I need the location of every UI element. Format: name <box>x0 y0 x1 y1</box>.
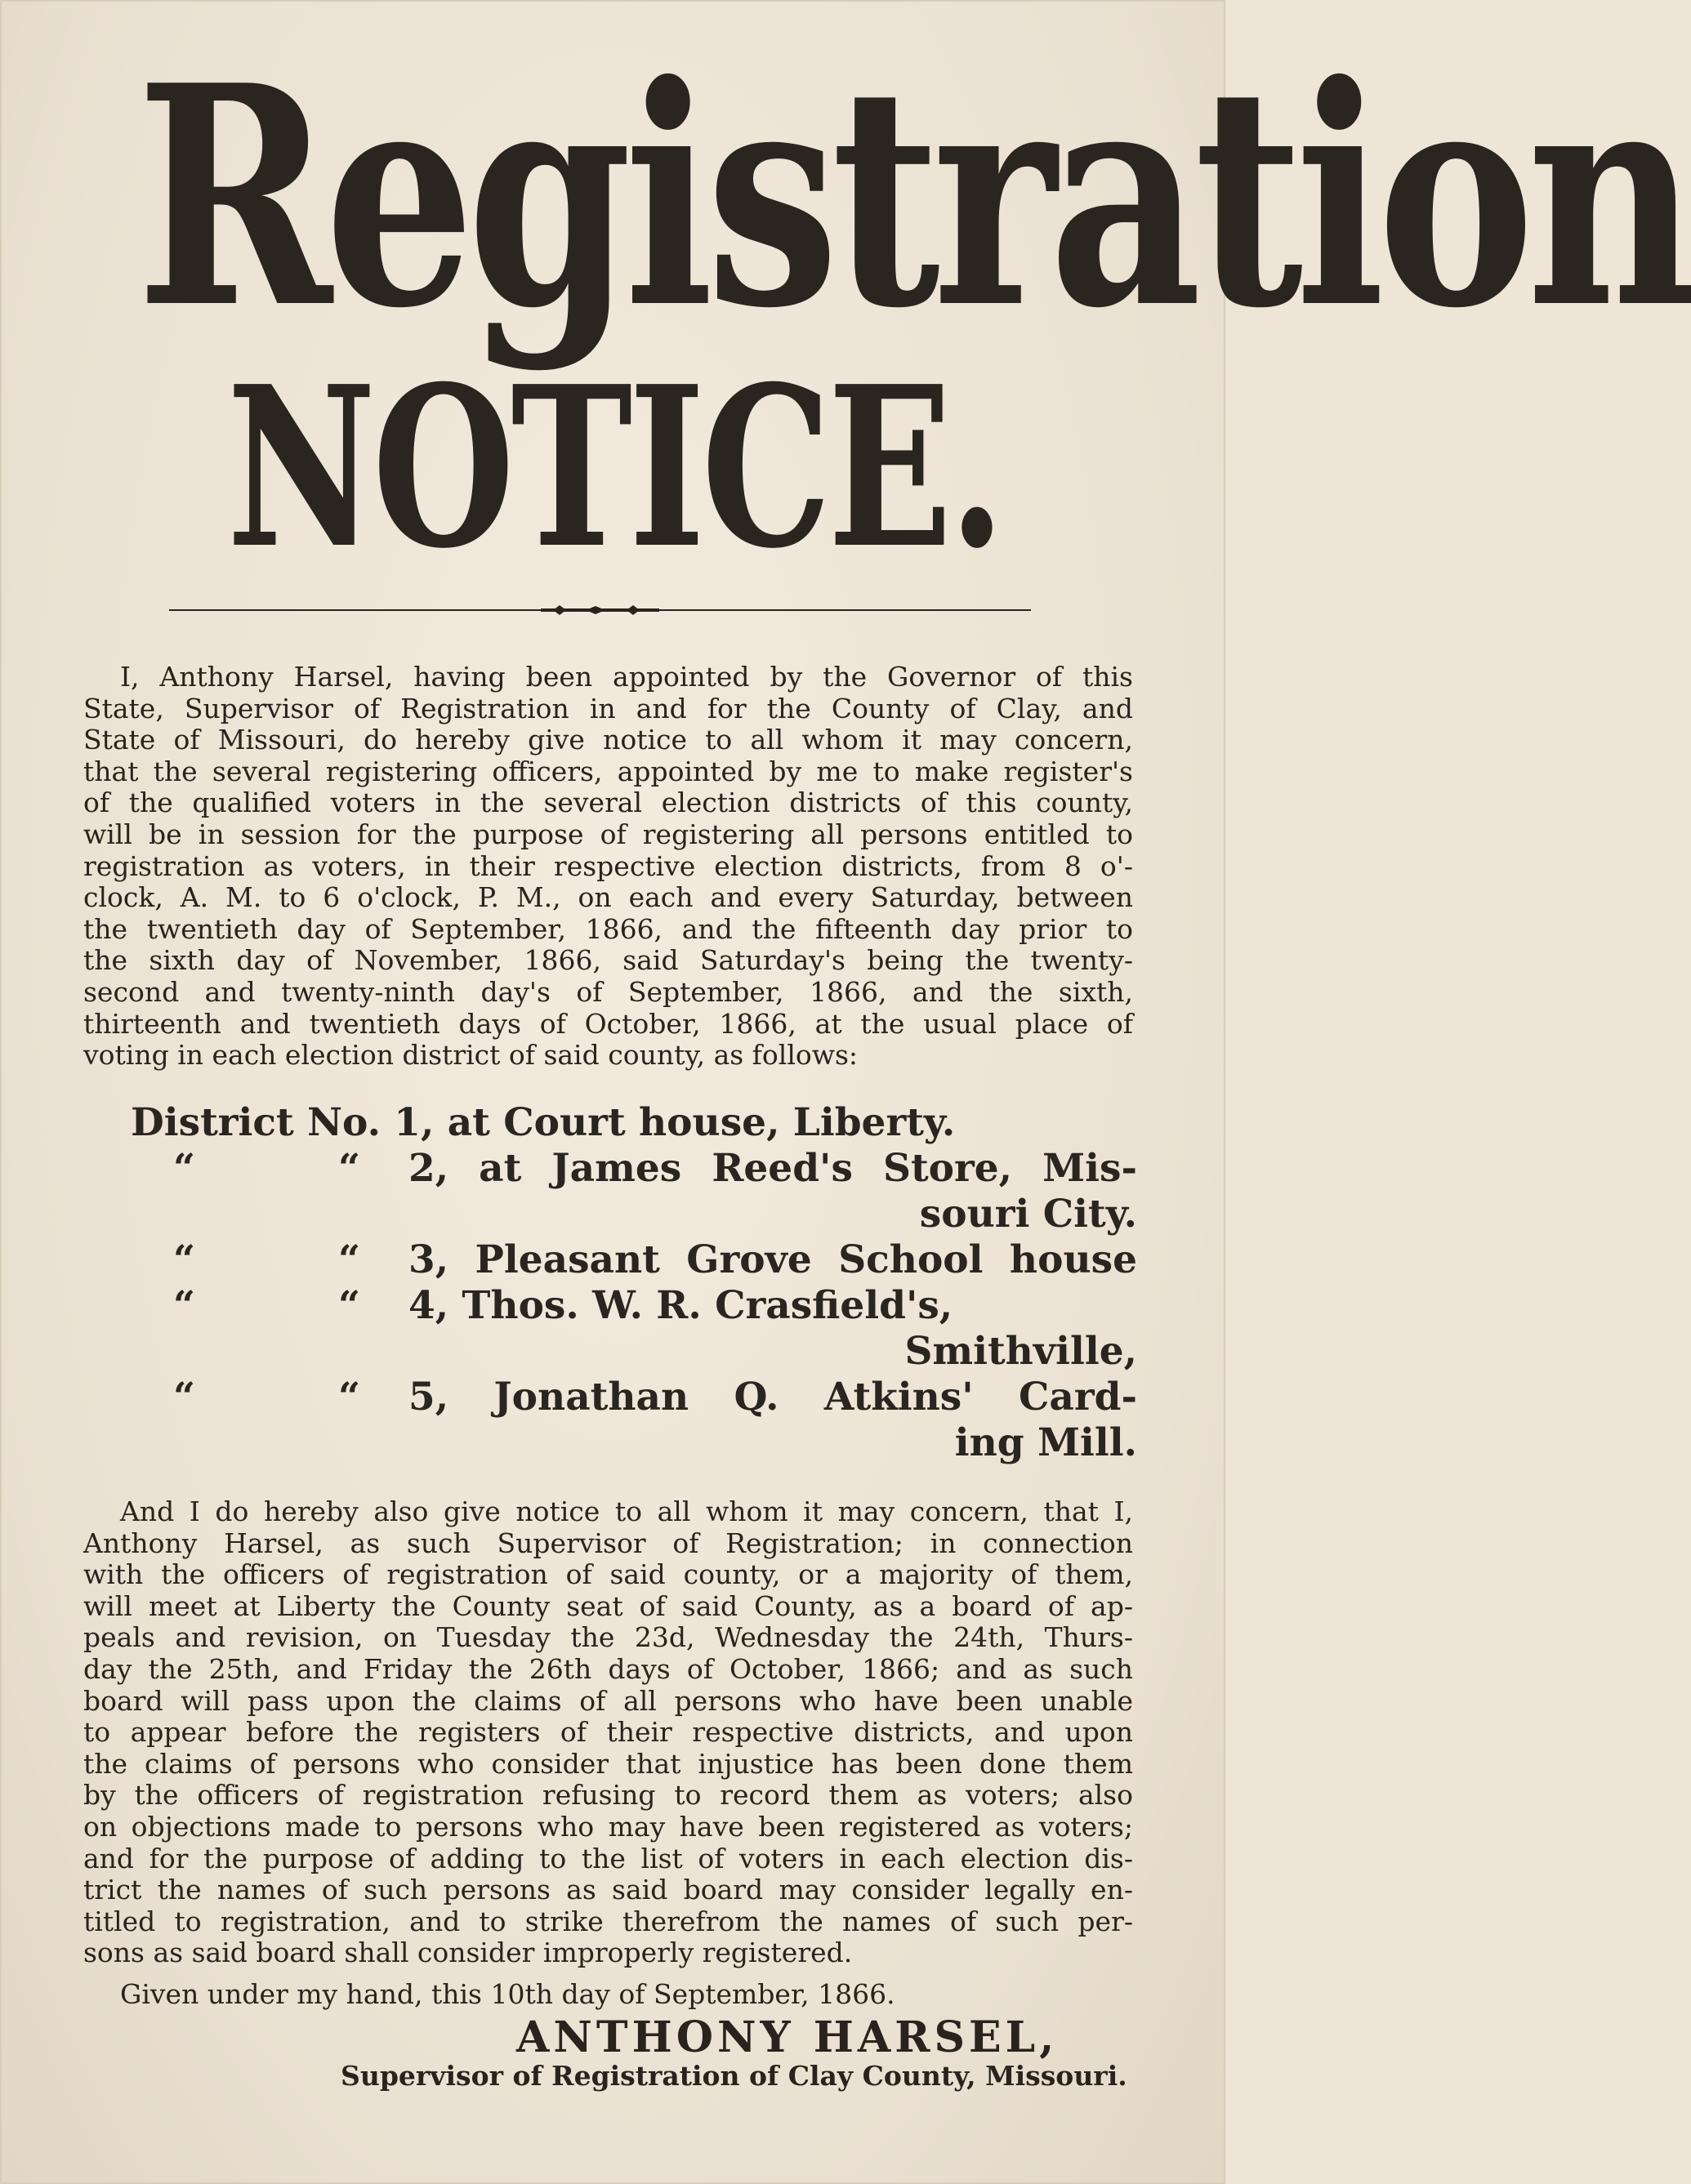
intro-line: the twentieth day of September, 1866, and the fifteenth day prior to <box>83 912 1133 945</box>
district-1-text: District No. 1, at Court house, Liberty. <box>131 1100 956 1145</box>
notice-line: Anthony Harsel, as such Supervisor of Registration; in connection <box>83 1527 1133 1559</box>
district-4-text: 4, Thos. W. R. Crasfield's, <box>408 1283 953 1328</box>
intro-paragraph <box>83 662 1133 1072</box>
notice-line: peals and revision, on Tuesday the 23d, Wednesday the 24th, Thurs- <box>83 1621 1133 1654</box>
district-2-continuation: souri City. <box>919 1192 1137 1237</box>
notice-title: Registration <box>136 20 1691 375</box>
district-3 <box>124 1237 1137 1283</box>
intro-line: second and twenty-ninth day's of September, 1866, and the sixth, <box>83 975 1133 1008</box>
signer-name: ANTHONY HARSEL, <box>516 2012 1059 2062</box>
district-5-continued <box>124 1420 1137 1466</box>
district-list <box>124 1100 1137 1466</box>
ditto-mark: “ <box>173 1237 196 1282</box>
ditto-mark: “ <box>338 1146 361 1191</box>
notice-paragraph <box>83 1496 1133 1969</box>
divider-ornament <box>169 602 1031 618</box>
district-1 <box>124 1100 1137 1146</box>
notice-line: will meet at Liberty the County seat of said County, as a board of ap- <box>83 1589 1133 1622</box>
district-4-continuation: Smithville, <box>904 1329 1137 1374</box>
intro-line: will be in session for the purpose of registering all persons entitled to <box>83 818 1133 850</box>
notice-line: to appear before the registers of their respective districts, and upon <box>83 1716 1133 1749</box>
notice-line: with the officers of registration of said county, or a majority of them, <box>83 1558 1133 1591</box>
notice-subtitle: NOTICE. <box>226 337 1002 597</box>
notice-line: board will pass upon the claims of all persons who have been unable <box>83 1684 1133 1717</box>
ditto-mark: “ <box>338 1283 361 1328</box>
notice-line: trict the names of such persons as said board may consider legally en- <box>83 1874 1133 1906</box>
notice-line: and for the purpose of adding to the list of voters in each election dis- <box>83 1842 1133 1874</box>
intro-line: voting in each election district of said county, as follows: <box>83 1039 859 1072</box>
ditto-mark: “ <box>173 1375 196 1420</box>
district-2 <box>124 1146 1137 1192</box>
intro-line: I, Anthony Harsel, having been appointed by the Governor of this <box>120 661 1133 693</box>
notice-line: the claims of persons who consider that injustice has been done them <box>83 1747 1133 1780</box>
ditto-mark: “ <box>173 1146 196 1191</box>
given-under-hand: Given under my hand, this 10th day of September, 1866. <box>120 1978 895 2010</box>
district-5-text: 5, Jonathan Q. Atkins' Card- <box>408 1375 1137 1420</box>
intro-line: State, Supervisor of Registration in and for the County of Clay, and <box>83 692 1133 724</box>
notice-line: And I do hereby also give notice to all whom it may concern, that I, <box>120 1495 1133 1527</box>
district-5 <box>124 1375 1137 1420</box>
intro-line: the sixth day of November, 1866, said Saturday's being the twenty- <box>83 944 1133 977</box>
intro-line: clock, A. M. to 6 o'clock, P. M., on each and every Saturday, between <box>83 881 1133 914</box>
notice-line: day the 25th, and Friday the 26th days of October, 1866; and as such <box>83 1652 1133 1685</box>
intro-line: thirteenth and twentieth days of October, 1866, at the usual place of <box>83 1007 1133 1040</box>
district-2-text: 2, at James Reed's Store, Mis- <box>408 1146 1137 1191</box>
ditto-mark: “ <box>173 1283 196 1328</box>
notice-line: sons as said board shall consider improperly registered. <box>83 1937 853 1969</box>
intro-line: of the qualified voters in the several election districts of this county, <box>83 787 1133 819</box>
intro-line: that the several registering officers, appointed by me to make register's <box>83 755 1133 787</box>
district-4-continued <box>124 1329 1137 1375</box>
intro-line: State of Missouri, do hereby give notice to all whom it may concern, <box>83 724 1133 756</box>
ditto-mark: “ <box>338 1375 361 1420</box>
notice-line: on objections made to persons who may have been registered as voters; <box>83 1810 1133 1843</box>
notice-line: titled to registration, and to strike therefrom the names of such per- <box>83 1905 1133 1937</box>
intro-line: registration as voters, in their respective election districts, from 8 o'- <box>83 849 1133 882</box>
signer-title: Supervisor of Registration of Clay County, Missouri. <box>341 2060 1127 2092</box>
district-4 <box>124 1283 1137 1329</box>
district-2-continued <box>124 1192 1137 1237</box>
district-3-text: 3, Pleasant Grove School house <box>408 1237 1137 1282</box>
notice-line: by the officers of registration refusing to record them as voters; also <box>83 1779 1133 1812</box>
ditto-mark: “ <box>338 1237 361 1282</box>
district-5-continuation: ing Mill. <box>954 1420 1137 1465</box>
